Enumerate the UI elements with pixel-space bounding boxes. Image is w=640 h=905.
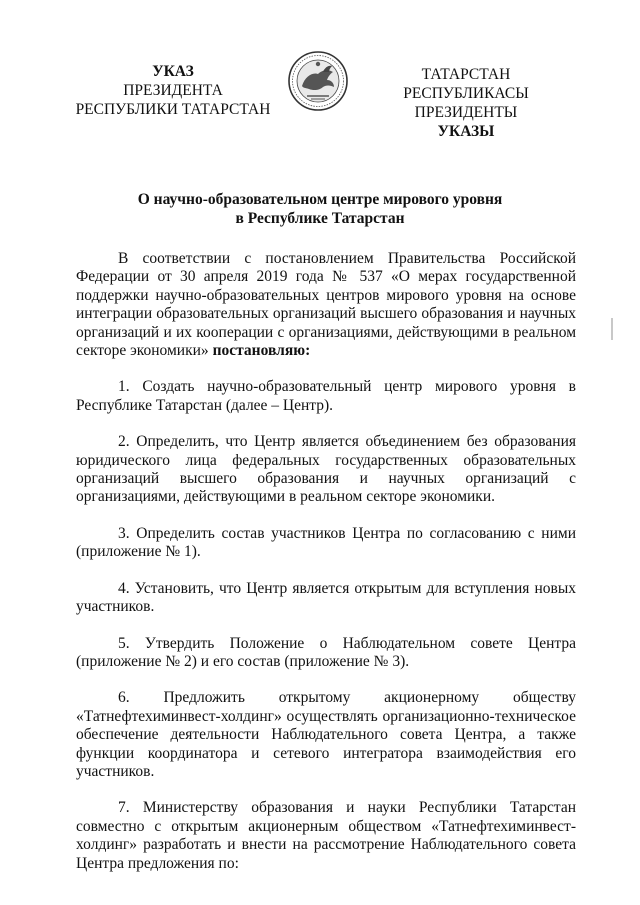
decree-word: постановляю [212,342,306,360]
header-left-line-2: ПРЕЗИДЕНТА [123,82,223,99]
title-line-1: О научно-образовательном центре мирового уровня [137,191,503,208]
document-body [76,250,576,891]
tatarstan-coat-of-arms-icon [287,50,349,112]
decree-colon: : [305,342,311,360]
header-left [68,62,278,119]
header-right-line-1: ТАТАРСТАН РЕСПУБЛИКАСЫ [403,66,529,102]
header-left-line-3: РЕСПУБЛИКИ ТАТАРСТАН [75,101,271,118]
header-right-line-2: ПРЕЗИДЕНТЫ [414,104,518,121]
paragraph-3: 3. Определить состав участников Центра по согласованию с ними (приложение № 1). [76,524,576,561]
title-line-2: в Республике Татарстан [235,210,405,227]
paragraph-2: 2. Определить, что Центр является объединением без образования юридического лица федеральных государственных образовательных организаций высшего образования и научных организаций с организациями, действующими в реальном секторе экономики. [76,433,576,506]
header-right [360,65,572,141]
preamble-paragraph [76,250,576,360]
paragraph-7: 7. Министерству образования и науки Республики Татарстан совместно с открытым акционерным обществом «Татнефтехиминвест-холдинг» разработать и внести на рассмотрение Наблюдательного совета Центра предложения по: [76,799,576,872]
document-title [60,190,580,228]
paragraph-4: 4. Установить, что Центр является открытым для вступления новых участников. [76,579,576,616]
paragraph-6: 6. Предложить открытому акционерному обществу «Татнефтехиминвест-холдинг» осуществлять организационно-техническое обеспечение деятельности Наблюдательного совета Центра, а также функции координатора и сетевого интегратора взаимодействия его участников. [76,689,576,780]
paragraph-5: 5. Утвердить Положение о Наблюдательном совете Центра (приложение № 2) и его состав (приложение № 3). [76,634,576,670]
paragraph-1: 1. Создать научно-образовательный центр мирового уровня в Республике Татарстан (далее – Центр). [76,378,576,414]
scan-margin-mark [611,318,613,340]
preamble-text: В соответствии с постановлением Правительства Российской Федерации от 30 апреля 2019 года № 537 «О мерах государственной поддержки научно-образовательных центров мирового уровня на основе интеграции образовательных организаций высшего образования и научных организаций и их кооперации с организациями, действующими в реальном секторе экономики» [76,250,576,360]
header-left-line-1: УКАЗ [152,63,194,80]
header-right-line-3: УКАЗЫ [437,123,495,140]
